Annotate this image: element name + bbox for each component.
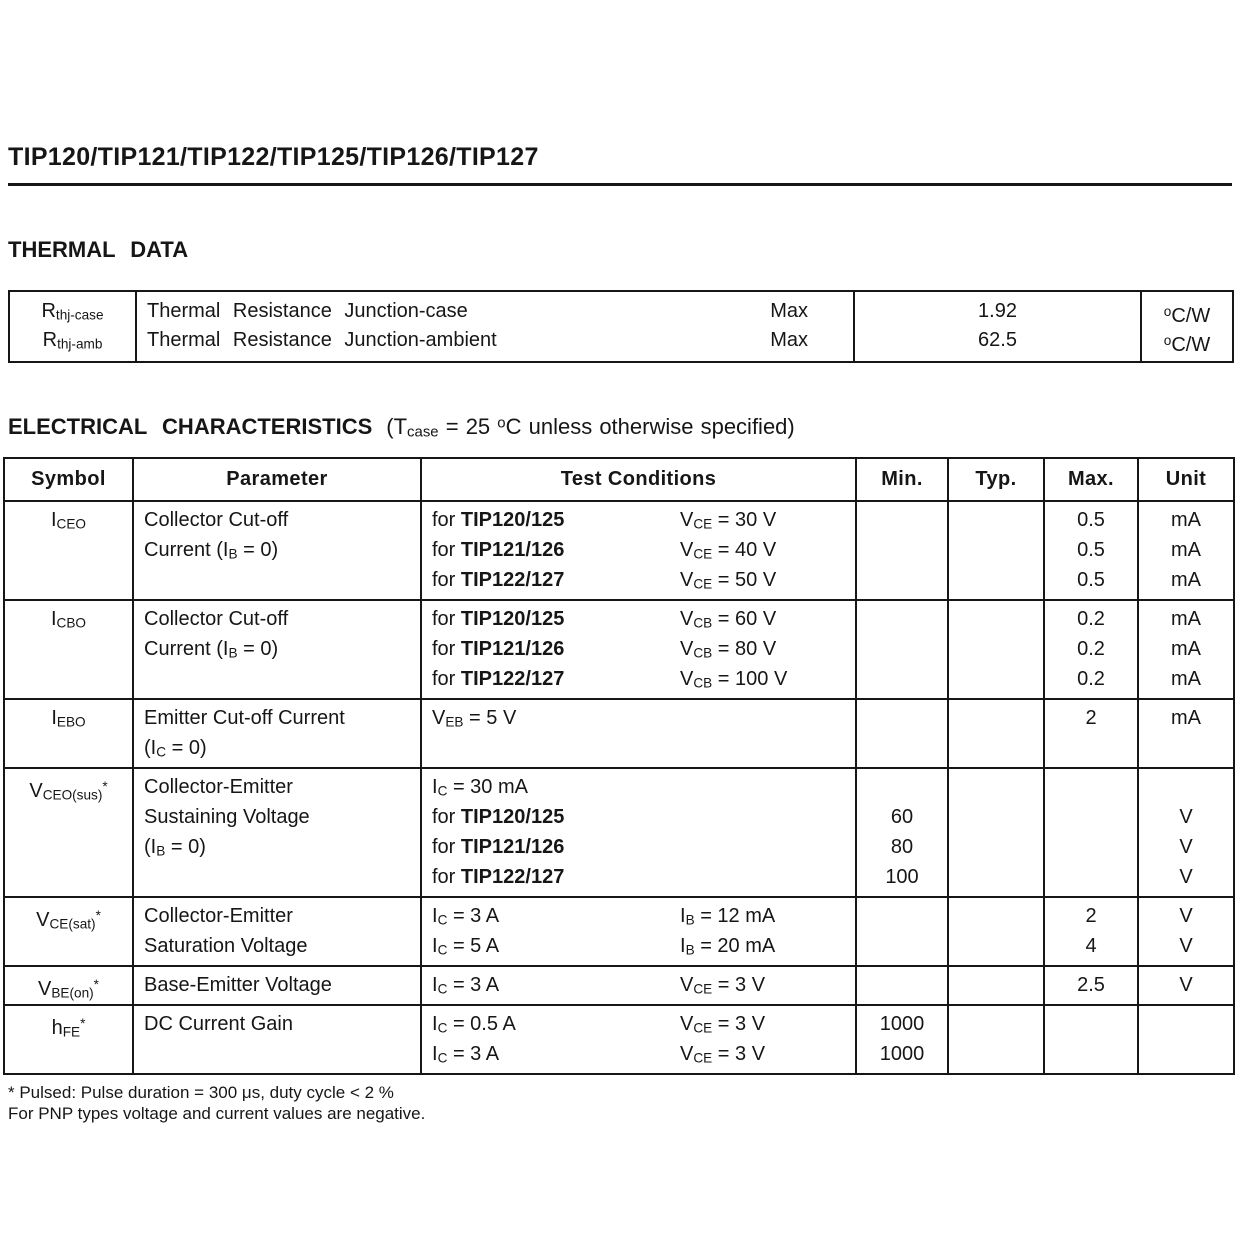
spec-row [4,966,1234,1005]
symbol-cell: $V_{CE(sat)}^*$ [4,897,133,966]
thermal-unit: $^o$C/W [1163,333,1211,357]
spec-row [4,600,1234,699]
test-condition: for TIP122/127 [432,865,565,888]
thermal-qualifier: Max [770,300,808,322]
test-condition: for TIP120/125 $V_{CE} = 30$ V [432,508,777,532]
spec-row [4,768,1234,897]
conditions-cell [421,1005,856,1074]
unit-cell: mA mA mA [1138,501,1234,600]
thermal-symbol: $R_{thj-case}$ [41,300,104,323]
thermal-unit: $^o$C/W [1163,304,1211,328]
unit-cell: mA mA mA [1138,600,1234,699]
symbol-cell: $V_{BE(on)}^*$ [4,966,133,1005]
column-header-symbol: Symbol [4,458,133,501]
min-cell [856,699,948,768]
test-condition: for TIP121/126 [432,835,565,858]
parameter-cell: DC Current Gain [133,1005,421,1074]
max-cell: 2 [1044,699,1138,768]
max-cell: 2 4 [1044,897,1138,966]
symbol-cell: $I_{CEO}$ [4,501,133,600]
unit-cell: mA [1138,699,1234,768]
footnote-pnp: For PNP types voltage and current values are negative. [8,1103,426,1123]
page-title: TIP120/TIP121/TIP122/TIP125/TIP126/TIP127 [8,143,539,171]
unit-cell: V [1138,966,1234,1005]
test-condition: $I_C = 3$ A $V_{CE} = 3$ V [432,1042,766,1066]
conditions-cell [421,501,856,600]
thermal-value: 62.5 [978,329,1017,351]
symbol-cell: $I_{CBO}$ [4,600,133,699]
typ-cell [948,966,1044,1005]
thermal-parameter-cell [136,291,854,362]
column-header-parameter: Parameter [133,458,421,501]
column-header-typ: Typ. [948,458,1044,501]
thermal-qualifier: Max [770,329,808,351]
conditions-cell [421,897,856,966]
typ-cell [948,897,1044,966]
column-header-min: Min. [856,458,948,501]
test-condition: $I_C = 5$ A $I_B = 20$ mA [432,934,776,958]
unit-cell [1138,1005,1234,1074]
symbol-cell: $h_{FE}^*$ [4,1005,133,1074]
thermal-value-cell [854,291,1141,362]
typ-cell [948,600,1044,699]
test-condition: for TIP122/127 $V_{CE} = 50$ V [432,568,777,592]
unit-cell: V V [1138,897,1234,966]
test-condition: $I_C = 3$ A $V_{CE} = 3$ V [432,973,766,997]
conditions-cell [421,699,856,768]
parameter-cell: Base-Emitter Voltage [133,966,421,1005]
thermal-row-group [9,291,1233,362]
column-header-unit: Unit [1138,458,1234,501]
spec-row [4,897,1234,966]
test-condition: $I_C = 0.5$ A $V_{CE} = 3$ V [432,1012,766,1036]
test-condition: for TIP120/125 $V_{CB} = 60$ V [432,607,777,631]
test-condition: for TIP122/127 $V_{CB} = 100$ V [432,667,788,691]
typ-cell [948,768,1044,897]
min-cell: 60 80 100 [856,768,948,897]
test-condition: for TIP121/126 $V_{CB} = 80$ V [432,637,777,661]
max-cell: 0.2 0.2 0.2 [1044,600,1138,699]
electrical-table-body [4,501,1234,1074]
test-condition: $I_C = 30$ mA [432,775,528,799]
thermal-table [8,290,1234,363]
spec-row [4,699,1234,768]
parameter-cell: Collector-Emitter Saturation Voltage [133,897,421,966]
parameter-cell: Collector Cut-off Current $(I_B = 0)$ [133,501,421,600]
min-cell [856,600,948,699]
column-header-test-conditions: Test Conditions [421,458,856,501]
conditions-cell [421,768,856,897]
thermal-parameter: Thermal Resistance Junction-ambient Max [137,326,853,355]
footnotes [8,1082,1237,1124]
test-condition: $I_C = 3$ A $I_B = 12$ mA [432,904,776,928]
footnote-pulsed: * Pulsed: Pulse duration = 300 μs, duty cycle < 2 % [8,1082,394,1102]
max-cell [1044,768,1138,897]
conditions-cell [421,600,856,699]
min-cell [856,501,948,600]
typ-cell [948,699,1044,768]
max-cell [1044,1005,1138,1074]
min-cell [856,966,948,1005]
unit-cell: V V V [1138,768,1234,897]
spec-row [4,1005,1234,1074]
spec-row [4,501,1234,600]
electrical-table [3,457,1235,1075]
parameter-cell: Collector-Emitter Sustaining Voltage $(I_B = 0)$ [133,768,421,897]
typ-cell [948,501,1044,600]
parameter-cell: Collector Cut-off Current $(I_B = 0)$ [133,600,421,699]
test-condition: for TIP121/126 $V_{CE} = 40$ V [432,538,777,562]
min-cell: 1000 1000 [856,1005,948,1074]
conditions-cell [421,966,856,1005]
thermal-symbol: $R_{thj-amb}$ [42,329,103,352]
column-header-max: Max. [1044,458,1138,501]
test-condition: for TIP120/125 [432,805,565,828]
thermal-value: 1.92 [978,300,1017,322]
symbol-cell: $I_{EBO}$ [4,699,133,768]
title-divider [8,183,1232,186]
min-cell [856,897,948,966]
thermal-symbol-cell [9,291,136,362]
electrical-heading-text: ELECTRICAL CHARACTERISTICS [8,414,373,439]
thermal-parameter: Thermal Resistance Junction-case Max [137,297,853,326]
electrical-header-row [4,458,1234,501]
thermal-unit-cell [1141,291,1233,362]
typ-cell [948,1005,1044,1074]
test-condition: $V_{EB} = 5$ V [432,706,517,730]
max-cell: 0.5 0.5 0.5 [1044,501,1138,600]
thermal-section-heading: THERMAL DATA [8,237,189,262]
electrical-section-heading [8,414,1237,441]
parameter-cell: Emitter Cut-off Current $(I_C = 0)$ [133,699,421,768]
electrical-heading-note: ($T_{case} = 25$ $^o$C unless otherwise specified) [386,414,795,441]
symbol-cell: $V_{CEO(sus)}^*$ [4,768,133,897]
max-cell: 2.5 [1044,966,1138,1005]
